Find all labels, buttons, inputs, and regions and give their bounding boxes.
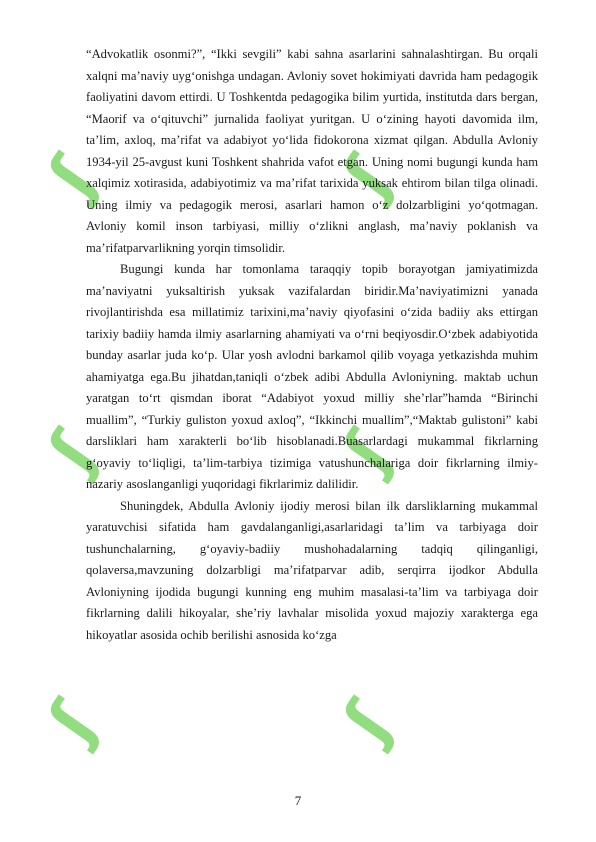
watermark-logo: ʃ [330,144,407,210]
page-number: 7 [294,793,302,808]
watermark-logo: ʃ [330,419,407,485]
paragraph: Shuningdek, Abdulla Avloniy ijodiy merosi bilan ilk darsliklarning mukammal yaratuvchisi sifatida ham gavdalanganligi,asarlaridagi ta’lim va tarbiyaga doir tushunchalarning, g‘oyaviy-badiiy mushohadalarning tadqiq qilinganligi, qolaversa,mavzuning dolzarbligi ma’rifatparvar adib, serqirra ijodkor Abdulla Avloniyning ijodida bugungi kunning eng muhim masalasi-ta’lim va tarbiyaga doir fikrlarning dalili hikoyalar, she’riy lavhalar misolida yoxud majoziy xarakterga ega hikoyatlar asosida ochib berilishi asnosida ko‘zga [86,498,538,642]
watermark-logo: ʃ [35,689,112,755]
watermark-logo: ʃ [35,419,112,485]
body-text [86,44,538,646]
paragraph: “Advokatlik osonmi?”, “Ikki sevgili” kabi sahna asarlarini sahnalashtirgan. Bu orqali xalqni ma’naviy uyg‘onishga undagan. Avloniy sovet hokimiyati davrida ham pedagogik faoliyatini davom ettirdi. U Toshkentda pedagogika bilim yurtida, institutda dars bergan, “Maorif va o‘qituvchi” jurnalida faoliyat yuritgan. U o‘zining hayoti davomida ilm, ta’lim, axloq, ma’rifat va adabiyot yo‘lida fidokorona xizmat qilgan. Abdulla Avloniy 1934-yil 25-avgust kuni Toshkent shahrida vafot etgan. Uning nomi bugungi kunda ham xalqimiz xotirasida, adabiyotimiz va ma’rifat tarixida yuksak ehtirom bilan tilga olinadi. Uning ilmiy va pedagogik merosi, asarlari hamon o‘z dolzarbligini yo‘qotmagan. Avloniy komil inson tarbiyasi, milliy o‘zlikni anglash, ma’naviy poklanish va ma’rifatparvarlikning yorqin timsolidir. [86,47,538,255]
watermark-logo: ʃ [330,689,407,755]
paragraph: Bugungi kunda har tomonlama taraqqiy topib borayotgan jamiyatimizda ma’naviyatni yuksaltirish yuksak vazifalardan biridir.Ma’naviyatimizni yanada rivojlantirishda esa millatimiz tarixini,ma’naviy qiyofasini o‘zida badiiy aks ettirgan tarixiy badiiy hamda ilmiy asarlarning ahamiyati va o‘rni beqiyosdir.O‘zbek adabiyotida bunday asarlar juda ko‘p. Ular yosh avlodni barkamol qilib voyaga yetkazishda muhim ahamiyatga ega.Bu jihatdan,taniqli o‘zbek adibi Abdulla Avloniyning. maktab uchun yaratgan to‘rt qismdan iborat “Adabiyot yoxud milliy she’rlar”hamda “Birinchi muallim”, “Turkiy guliston yoxud axloq”, “Ikkinchi muallim”,“Maktab gulistoni” kabi darsliklari ham xarakterli bo‘lib hisoblanadi.Buasarlardagi mukammal fikrlarning g‘oyaviy to‘liqligi, ta’lim-tarbiya tizimiga vatushunchalariga doir fikrlarning ilmiy-nazariy asoslanganligi yuqoridagi fikrlarimiz dalilidir. [86,262,538,491]
watermark-logo: ʃ [35,144,112,210]
